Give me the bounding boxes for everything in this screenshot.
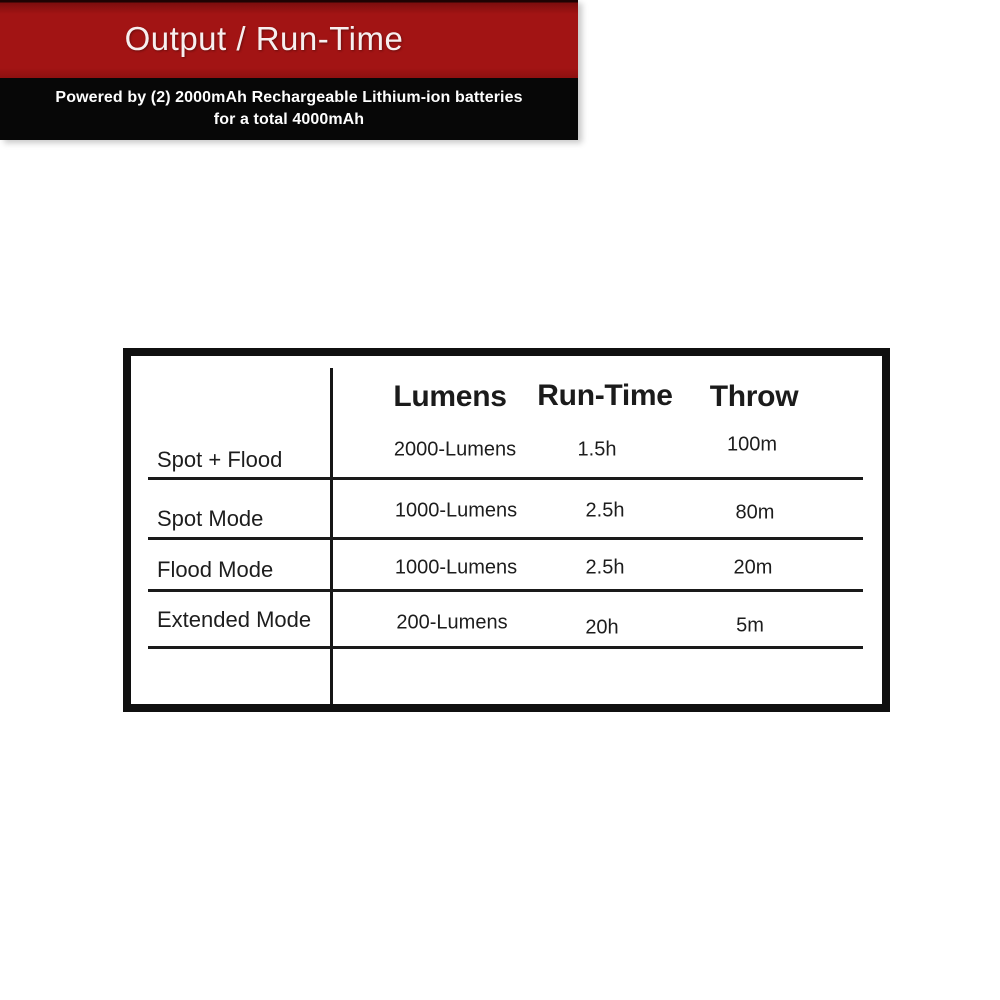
title-banner: [0, 0, 578, 78]
subtitle-banner: [0, 78, 578, 140]
row-label-mode: Flood Mode: [157, 557, 274, 582]
table-cell-lumens: 1000-Lumens: [394, 499, 518, 522]
table-cell-lumens: 2000-Lumens: [393, 438, 517, 461]
table-cell-runtime: 20h: [585, 616, 619, 639]
table-vertical-divider: [330, 368, 333, 704]
table-cell-throw: 20m: [733, 556, 773, 579]
banner-block: [0, 0, 578, 140]
table-cell-throw: 100m: [726, 433, 778, 456]
table-cell-lumens: 200-Lumens: [396, 611, 508, 634]
row-separator: [148, 537, 863, 540]
spec-table: [123, 348, 890, 712]
row-separator: [148, 646, 863, 649]
table-cell-throw: 80m: [735, 501, 775, 524]
row-label-mode: Extended Mode: [157, 607, 312, 632]
row-label-mode: Spot Mode: [157, 506, 264, 531]
page-title: Output / Run-Time: [124, 20, 404, 57]
column-header-throw: Throw: [709, 380, 799, 413]
row-separator: [148, 477, 863, 480]
column-header-lumens: Lumens: [393, 380, 507, 413]
table-cell-lumens: 1000-Lumens: [394, 556, 518, 579]
table-cell-runtime: 2.5h: [585, 499, 625, 522]
column-header-runtime: Run-Time: [537, 379, 673, 412]
table-cell-runtime: 2.5h: [585, 556, 625, 579]
table-cell-runtime: 1.5h: [577, 438, 617, 461]
subtitle-line-2: for a total 4000mAh: [213, 111, 365, 128]
row-label-mode: Spot + Flood: [157, 447, 283, 472]
table-cell-throw: 5m: [736, 614, 764, 637]
subtitle-line-1: Powered by (2) 2000mAh Rechargeable Lithium-ion batteries: [55, 89, 523, 106]
row-separator: [148, 589, 863, 592]
